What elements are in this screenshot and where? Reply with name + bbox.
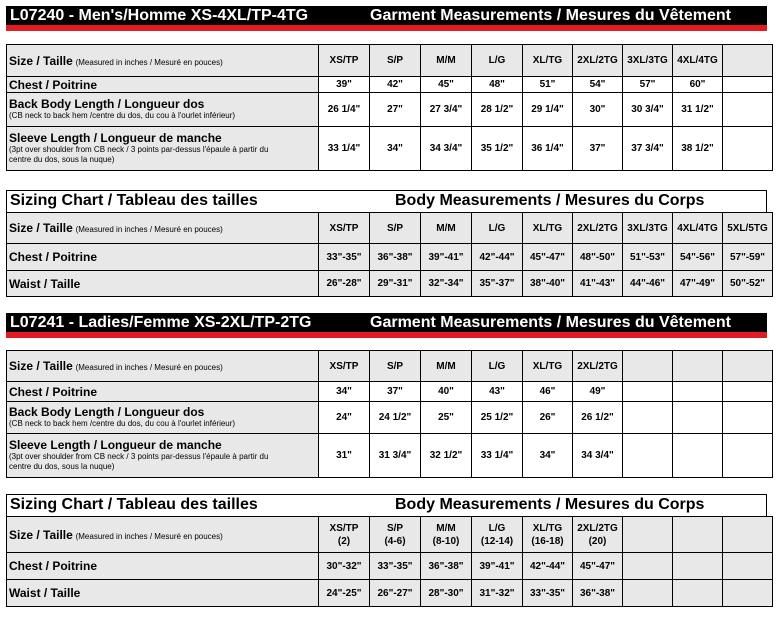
size-cell: L/G: [472, 351, 523, 382]
value-cell: 34 3/4": [421, 127, 472, 171]
size-cell: 2XL/2TG (20): [573, 517, 623, 553]
size-cell: [673, 517, 723, 553]
value-cell: [623, 402, 673, 434]
value-cell: [723, 553, 773, 580]
mens-model-title: L07240 - Men's/Homme XS-4XL/TP-4TG: [10, 7, 309, 24]
size-cell: 4XL/4TG: [673, 213, 723, 244]
ladies-back-row: [7, 402, 773, 434]
value-cell: 31": [319, 434, 370, 478]
value-cell: 30": [573, 93, 623, 127]
value-cell: 29 1/4": [523, 93, 573, 127]
ladies-garment-table: [6, 350, 773, 478]
size-cell: XL/TG (16-18): [523, 517, 573, 553]
sleeve-length-label: Sleeve Length / Longueur de manche (3pt over shoulder from CB neck / 3 points par-dessus l'épaule à partir du centre du dos, sous la nuque): [7, 127, 319, 171]
value-cell: 45"-47": [573, 553, 623, 580]
size-label-cell: Size / Taille (Measured in inches / Mesuré en pouces): [7, 213, 319, 244]
value-cell: 24 1/2": [370, 402, 421, 434]
size-cell: XS/TP: [319, 45, 370, 77]
value-cell: 30"-32": [319, 553, 370, 580]
size-cell: M/M: [421, 351, 472, 382]
value-cell: 41"-43": [573, 271, 623, 297]
value-cell: 33"-35": [319, 244, 370, 271]
value-cell: 26"-27": [370, 580, 421, 607]
value-cell: 32 1/2": [421, 434, 472, 478]
waist-label: Waist / Taille: [7, 580, 319, 607]
size-cell: L/G: [472, 45, 523, 77]
value-cell: 34": [370, 127, 421, 171]
value-cell: 39"-41": [472, 553, 523, 580]
size-cell: 2XL/2TG: [573, 45, 623, 77]
size-cell: S/P: [370, 45, 421, 77]
value-cell: 51"-53": [623, 244, 673, 271]
value-cell: 51": [523, 77, 573, 93]
size-cell: L/G (12-14): [472, 517, 523, 553]
size-cell: S/P: [370, 351, 421, 382]
value-cell: 39": [319, 77, 370, 93]
value-cell: 31 3/4": [370, 434, 421, 478]
value-cell: 36"-38": [370, 244, 421, 271]
body-measurements-title: Body Measurements / Mesures du Corps: [395, 496, 705, 513]
value-cell: 50"-52": [723, 271, 773, 297]
value-cell: 57"-59": [723, 244, 773, 271]
value-cell: 24"-25": [319, 580, 370, 607]
size-cell: 2XL/2TG: [573, 213, 623, 244]
mens-body-size-row: [7, 213, 773, 244]
mens-sizing-title: [6, 190, 767, 212]
chest-label: Chest / Poitrine: [7, 382, 319, 402]
value-cell: 25 1/2": [472, 402, 523, 434]
value-cell: 48": [472, 77, 523, 93]
value-cell: 28"-30": [421, 580, 472, 607]
value-cell: 57": [623, 77, 673, 93]
size-cell: [723, 517, 773, 553]
value-cell: 44"-46": [623, 271, 673, 297]
value-cell: 33"-35": [523, 580, 573, 607]
value-cell: 42": [370, 77, 421, 93]
value-cell: [673, 580, 723, 607]
value-cell: 36"-38": [573, 580, 623, 607]
body-measurements-title: Body Measurements / Mesures du Corps: [395, 192, 705, 209]
size-cell: M/M: [421, 45, 472, 77]
mens-garment-header: [6, 6, 767, 31]
value-cell: 37": [370, 382, 421, 402]
ladies-body-size-row: [7, 517, 773, 553]
value-cell: 28 1/2": [472, 93, 523, 127]
value-cell: 32"-34": [421, 271, 472, 297]
ladies-sizing-title: [6, 494, 767, 516]
value-cell: 48"-50": [573, 244, 623, 271]
sleeve-length-label: Sleeve Length / Longueur de manche (3pt over shoulder from CB neck / 3 points par-dessus l'épaule à partir du centre du dos, sous la nuque): [7, 434, 319, 478]
value-cell: 38"-40": [523, 271, 573, 297]
chest-label: Chest / Poitrine: [7, 77, 319, 93]
size-cell: 3XL/3TG: [623, 45, 673, 77]
size-cell: 4XL/4TG: [673, 45, 723, 77]
mens-size-row: [7, 45, 773, 77]
size-cell: S/P: [370, 213, 421, 244]
waist-label: Waist / Taille: [7, 271, 319, 297]
value-cell: 30 3/4": [623, 93, 673, 127]
value-cell: 24": [319, 402, 370, 434]
value-cell: 35"-37": [472, 271, 523, 297]
size-cell: XL/TG: [523, 213, 573, 244]
value-cell: [723, 93, 773, 127]
size-cell: XL/TG: [523, 45, 573, 77]
value-cell: 29"-31": [370, 271, 421, 297]
ladies-size-row: [7, 351, 773, 382]
value-cell: [673, 434, 723, 478]
value-cell: 45": [421, 77, 472, 93]
value-cell: 54": [573, 77, 623, 93]
back-length-label: Back Body Length / Longueur dos (CB neck to back hem /centre du dos, du cou à l'ourlet inférieur): [7, 93, 319, 127]
size-cell: [623, 517, 673, 553]
value-cell: 37": [573, 127, 623, 171]
ladies-body-table: [6, 516, 773, 607]
value-cell: [623, 553, 673, 580]
value-cell: [623, 434, 673, 478]
ladies-body-waist-row: [7, 580, 773, 607]
size-cell: M/M (8-10): [421, 517, 472, 553]
value-cell: 31 1/2": [673, 93, 723, 127]
value-cell: [623, 580, 673, 607]
value-cell: 36"-38": [421, 553, 472, 580]
ladies-garment-header: [6, 313, 767, 338]
size-cell: XS/TP: [319, 213, 370, 244]
value-cell: [723, 402, 773, 434]
value-cell: 36 1/4": [523, 127, 573, 171]
value-cell: 43": [472, 382, 523, 402]
mens-garment-title: Garment Measurements / Mesures du Vêtement: [370, 7, 732, 24]
value-cell: 31"-32": [472, 580, 523, 607]
value-cell: 34": [319, 382, 370, 402]
value-cell: 37 3/4": [623, 127, 673, 171]
mens-body-table: [6, 212, 773, 297]
size-cell: [623, 351, 673, 382]
value-cell: 42"-44": [472, 244, 523, 271]
size-cell: 2XL/2TG: [573, 351, 623, 382]
value-cell: [723, 580, 773, 607]
chest-label: Chest / Poitrine: [7, 244, 319, 271]
value-cell: 49": [573, 382, 623, 402]
size-cell: 3XL/3TG: [623, 213, 673, 244]
sizing-chart-title: Sizing Chart / Tableau des tailles: [10, 192, 258, 209]
value-cell: 34 3/4": [573, 434, 623, 478]
value-cell: [723, 434, 773, 478]
value-cell: [723, 77, 773, 93]
value-cell: 46": [523, 382, 573, 402]
value-cell: 39"-41": [421, 244, 472, 271]
value-cell: 25": [421, 402, 472, 434]
value-cell: [623, 382, 673, 402]
ladies-garment-title: Garment Measurements / Mesures du Vêtement: [370, 314, 732, 331]
value-cell: 27": [370, 93, 421, 127]
value-cell: 60": [673, 77, 723, 93]
value-cell: 47"-49": [673, 271, 723, 297]
ladies-body-chest-row: [7, 553, 773, 580]
mens-body-chest-row: [7, 244, 773, 271]
size-cell: [723, 45, 773, 77]
mens-back-row: [7, 93, 773, 127]
size-cell: L/G: [472, 213, 523, 244]
size-cell: S/P (4-6): [370, 517, 421, 553]
value-cell: [723, 382, 773, 402]
sizing-chart-title: Sizing Chart / Tableau des tailles: [10, 496, 258, 513]
value-cell: 26 1/2": [573, 402, 623, 434]
value-cell: 26 1/4": [319, 93, 370, 127]
size-label-cell: Size / Taille (Measured in inches / Mesuré en pouces): [7, 351, 319, 382]
value-cell: 34": [523, 434, 573, 478]
value-cell: 33 1/4": [472, 434, 523, 478]
value-cell: 54"-56": [673, 244, 723, 271]
mens-garment-table: [6, 44, 773, 171]
mens-sleeve-row: [7, 127, 773, 171]
value-cell: [673, 382, 723, 402]
value-cell: 33"-35": [370, 553, 421, 580]
value-cell: 42"-44": [523, 553, 573, 580]
ladies-model-title: L07241 - Ladies/Femme XS-2XL/TP-2TG: [10, 314, 312, 331]
value-cell: 35 1/2": [472, 127, 523, 171]
value-cell: 26"-28": [319, 271, 370, 297]
value-cell: 45"-47": [523, 244, 573, 271]
mens-body-waist-row: [7, 271, 773, 297]
size-label-cell: Size / Taille (Measured in inches / Mesuré en pouces): [7, 517, 319, 553]
value-cell: 38 1/2": [673, 127, 723, 171]
value-cell: [673, 402, 723, 434]
value-cell: 27 3/4": [421, 93, 472, 127]
ladies-chest-row: [7, 382, 773, 402]
size-cell: [723, 351, 773, 382]
size-cell: M/M: [421, 213, 472, 244]
value-cell: [723, 127, 773, 171]
size-label-cell: Size / Taille (Measured in inches / Mesuré en pouces): [7, 45, 319, 77]
ladies-sleeve-row: [7, 434, 773, 478]
value-cell: 33 1/4": [319, 127, 370, 171]
value-cell: 26": [523, 402, 573, 434]
mens-chest-row: [7, 77, 773, 93]
size-cell: XS/TP: [319, 351, 370, 382]
back-length-label: Back Body Length / Longueur dos (CB neck to back hem /centre du dos, du cou à l'ourlet inférieur): [7, 402, 319, 434]
size-cell: 5XL/5TG: [723, 213, 773, 244]
size-cell: [673, 351, 723, 382]
size-cell: XL/TG: [523, 351, 573, 382]
chest-label: Chest / Poitrine: [7, 553, 319, 580]
value-cell: [673, 553, 723, 580]
size-cell: XS/TP (2): [319, 517, 370, 553]
value-cell: 40": [421, 382, 472, 402]
